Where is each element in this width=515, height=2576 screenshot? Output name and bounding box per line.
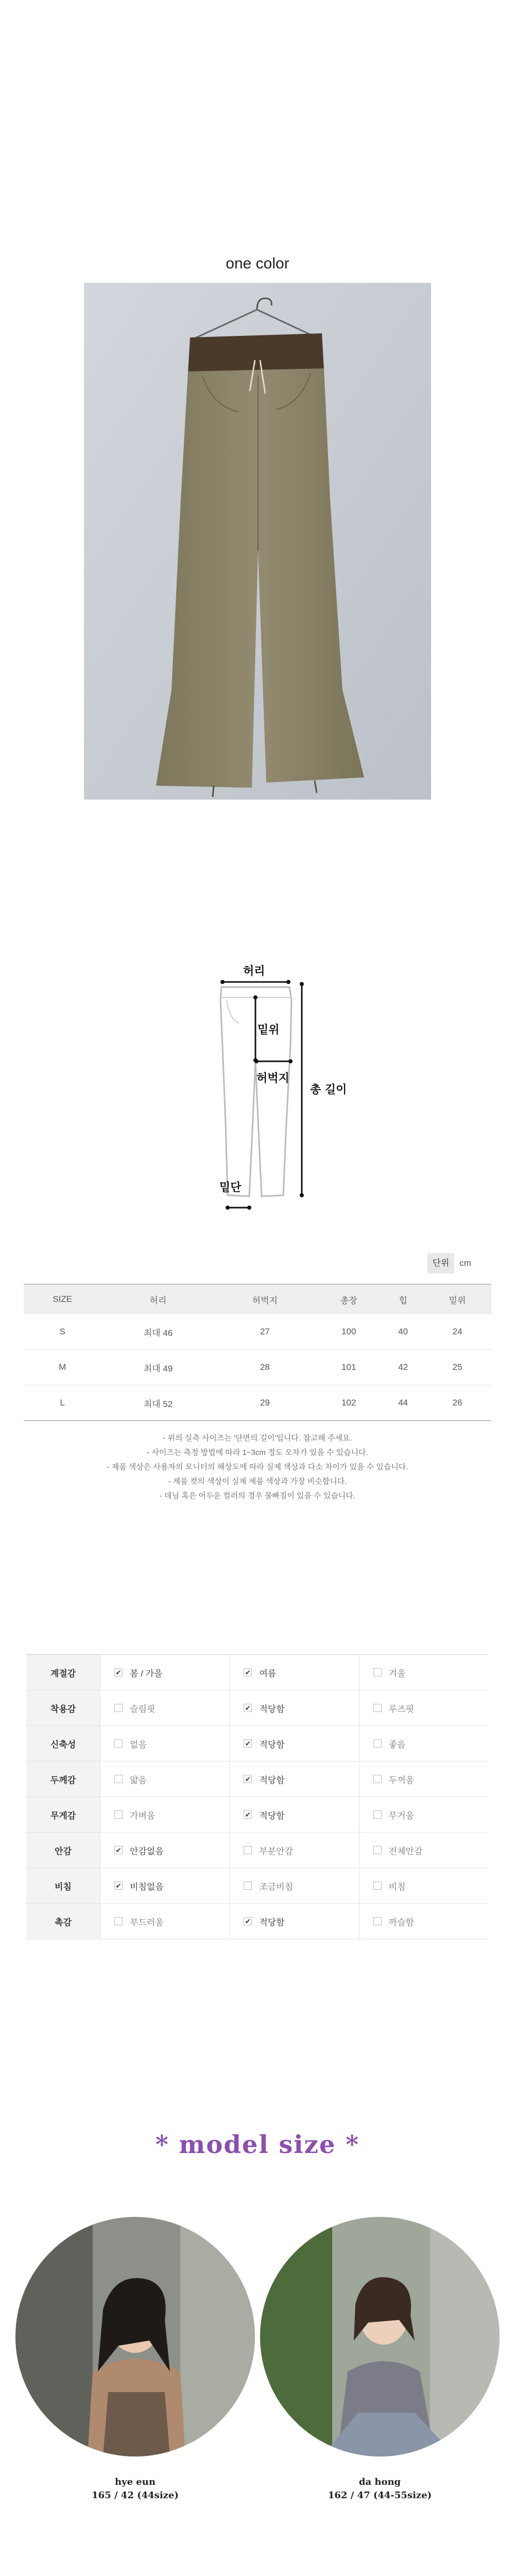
- model-stats-hye-eun: 165 / 42 (44size): [92, 2490, 179, 2501]
- fit-option-label: 적당함: [259, 1739, 285, 1750]
- fit-option: [359, 1761, 488, 1797]
- size-cell: 최대 52: [101, 1385, 215, 1421]
- model-photo-da-hong: [260, 2217, 500, 2456]
- checkbox-empty-icon: [373, 1846, 382, 1854]
- unit-indicator: [427, 1253, 476, 1274]
- checkbox-empty-icon: [244, 1882, 252, 1890]
- model-name-hye-eun: hye eun: [115, 2477, 156, 2487]
- checkbox-empty-icon: [114, 1810, 123, 1819]
- fit-option-label: 적당함: [259, 1917, 285, 1927]
- fit-option-label: 전체안감: [388, 1846, 423, 1856]
- size-col-header: 총장: [315, 1284, 383, 1315]
- note-line: - 제품 색상은 사용자의 모니터의 해상도에 따라 실제 색상과 다소 차이가 있을 수 있습니다.: [107, 1463, 408, 1471]
- fit-option-label: 겨울: [388, 1668, 406, 1679]
- checkbox-checked-icon: ✔: [244, 1739, 252, 1748]
- size-cell: 40: [383, 1314, 423, 1350]
- diagram-label-rise: 밑위: [258, 1024, 280, 1037]
- fit-option: [230, 1690, 359, 1726]
- fit-option-label: 가벼움: [130, 1810, 156, 1821]
- checkbox-empty-icon: [114, 1917, 123, 1925]
- model-photo-hye-eun: [15, 2217, 255, 2456]
- size-table-header-row: [24, 1284, 491, 1315]
- checkbox-empty-icon: [244, 1846, 252, 1854]
- fit-option: [230, 1904, 359, 1939]
- fit-option-label: 조금비침: [259, 1882, 294, 1892]
- size-col-header: 힙: [383, 1284, 423, 1315]
- size-cell: 24: [423, 1314, 491, 1350]
- fit-option: [359, 1904, 488, 1939]
- checkbox-empty-icon: [373, 1739, 382, 1748]
- fit-option: [100, 1797, 230, 1833]
- unit-label: 단위: [427, 1253, 454, 1274]
- checkbox-empty-icon: [373, 1882, 382, 1890]
- product-photo: [84, 283, 431, 800]
- checkbox-checked-icon: ✔: [114, 1882, 123, 1890]
- fit-option-label: 좋음: [388, 1739, 406, 1750]
- size-cell: 42: [383, 1350, 423, 1385]
- checkbox-checked-icon: ✔: [244, 1810, 252, 1819]
- size-notes: [0, 1431, 515, 1503]
- fit-option: [359, 1690, 488, 1726]
- checkbox-checked-icon: ✔: [114, 1668, 123, 1676]
- size-cell: 44: [383, 1385, 423, 1421]
- diagram-label-total-length: 총 길이: [310, 1083, 347, 1096]
- fit-option: [359, 1655, 488, 1690]
- diagram-label-hem: 밑단: [219, 1181, 242, 1194]
- fit-row-label: 무게감: [26, 1797, 100, 1833]
- size-cell: 최대 46: [101, 1314, 215, 1350]
- size-cell: 100: [315, 1314, 383, 1350]
- fit-row: [26, 1726, 488, 1761]
- size-col-header: 허리: [101, 1284, 215, 1315]
- fit-table: [26, 1654, 488, 1939]
- checkbox-empty-icon: [373, 1810, 382, 1819]
- checkbox-empty-icon: [114, 1775, 123, 1783]
- fit-option: [100, 1761, 230, 1797]
- diagram-label-thigh: 허벅지: [256, 1072, 289, 1085]
- fit-row-label: 촉감: [26, 1904, 100, 1939]
- fit-row: [26, 1761, 488, 1797]
- fit-option: [359, 1833, 488, 1868]
- fit-option-label: 봄 / 가을: [130, 1668, 163, 1679]
- checkbox-checked-icon: ✔: [114, 1846, 123, 1854]
- checkbox-empty-icon: [114, 1704, 123, 1712]
- checkbox-empty-icon: [373, 1775, 382, 1783]
- fit-option-label: 없음: [130, 1739, 147, 1750]
- fit-option-label: 까슬함: [388, 1917, 414, 1927]
- checkbox-checked-icon: ✔: [244, 1917, 252, 1925]
- fit-option: [100, 1868, 230, 1904]
- note-line: - 사이즈는 측정 방법에 따라 1~3cm 정도 오차가 있을 수 있습니다.: [147, 1448, 368, 1457]
- note-line: - 데님 혹은 어두운 컬러의 경우 물빠짐이 있을 수 있습니다.: [160, 1492, 355, 1500]
- checkbox-checked-icon: ✔: [244, 1704, 252, 1712]
- size-cell: 101: [315, 1350, 383, 1385]
- size-table-row: [24, 1385, 491, 1421]
- fit-option-label: 부분안감: [259, 1846, 294, 1856]
- fit-option-label: 슬림핏: [130, 1704, 156, 1714]
- size-cell: 최대 49: [101, 1350, 215, 1385]
- fit-option: [359, 1726, 488, 1761]
- fit-row: [26, 1655, 488, 1690]
- fit-row: [26, 1797, 488, 1833]
- fit-row: [26, 1868, 488, 1904]
- size-cell: 102: [315, 1385, 383, 1421]
- fit-option-label: 부드러움: [130, 1917, 164, 1927]
- model-name-da-hong: da hong: [358, 2477, 401, 2487]
- size-cell: M: [24, 1350, 101, 1385]
- size-cell: 26: [423, 1385, 491, 1421]
- fit-row-label: 계절감: [26, 1655, 100, 1690]
- size-cell: L: [24, 1385, 101, 1421]
- size-table-row: [24, 1314, 491, 1350]
- size-cell: 25: [423, 1350, 491, 1385]
- fit-option: [230, 1868, 359, 1904]
- checkbox-empty-icon: [373, 1668, 382, 1676]
- fit-option-label: 무거움: [388, 1810, 414, 1821]
- fit-option-label: 루즈핏: [388, 1704, 414, 1714]
- fit-option: [230, 1797, 359, 1833]
- fit-option: [100, 1655, 230, 1690]
- fit-option: [100, 1904, 230, 1939]
- fit-option: [230, 1761, 359, 1797]
- fit-option-label: 두꺼움: [388, 1775, 414, 1785]
- fit-row-label: 두께감: [26, 1761, 100, 1797]
- fit-row: [26, 1690, 488, 1726]
- size-table-row: [24, 1350, 491, 1385]
- fit-option-label: 여름: [259, 1668, 277, 1679]
- checkbox-checked-icon: ✔: [244, 1668, 252, 1676]
- fit-row-label: 비침: [26, 1868, 100, 1904]
- checkbox-checked-icon: ✔: [244, 1775, 252, 1783]
- fit-option-label: 얇음: [130, 1775, 147, 1785]
- size-cell: 28: [215, 1350, 315, 1385]
- note-line: - 제품 컷의 색상이 실제 제품 색상과 가장 비슷합니다.: [168, 1477, 347, 1486]
- size-cell: S: [24, 1314, 101, 1350]
- fit-option-label: 적당함: [259, 1704, 285, 1714]
- fit-option-label: 안감없음: [130, 1846, 164, 1856]
- fit-option-label: 적당함: [259, 1810, 285, 1821]
- fit-option: [100, 1726, 230, 1761]
- fit-option-label: 비침없음: [130, 1882, 164, 1892]
- fit-option: [100, 1690, 230, 1726]
- note-line: - 위의 실측 사이즈는 '단면의 길이'입니다. 참고해 주세요.: [163, 1434, 352, 1443]
- fit-option: [359, 1797, 488, 1833]
- fit-option: [100, 1833, 230, 1868]
- unit-value: cm: [459, 1258, 471, 1268]
- fit-row: [26, 1904, 488, 1939]
- model-stats-da-hong: 162 / 47 (44-55size): [328, 2490, 432, 2501]
- size-cell: 29: [215, 1385, 315, 1421]
- size-diagram: [196, 965, 355, 1236]
- fit-option-label: 적당함: [259, 1775, 285, 1785]
- size-table: [24, 1284, 491, 1421]
- size-col-header: SIZE: [24, 1284, 101, 1315]
- fit-row-label: 신축성: [26, 1726, 100, 1761]
- model-size-title: * model size *: [155, 2130, 360, 2159]
- fit-row: [26, 1833, 488, 1868]
- checkbox-empty-icon: [373, 1917, 382, 1925]
- diagram-label-waist: 허리: [243, 965, 265, 978]
- fit-option: [230, 1833, 359, 1868]
- fit-row-label: 안감: [26, 1833, 100, 1868]
- fit-row-label: 착용감: [26, 1690, 100, 1726]
- size-cell: 27: [215, 1314, 315, 1350]
- fit-option-label: 비침: [388, 1882, 406, 1892]
- fit-option: [230, 1726, 359, 1761]
- checkbox-empty-icon: [114, 1739, 123, 1748]
- checkbox-empty-icon: [373, 1704, 382, 1712]
- fit-option: [230, 1655, 359, 1690]
- size-col-header: 밑위: [423, 1284, 491, 1315]
- color-title: one color: [226, 255, 289, 272]
- size-col-header: 허벅지: [215, 1284, 315, 1315]
- fit-option: [359, 1868, 488, 1904]
